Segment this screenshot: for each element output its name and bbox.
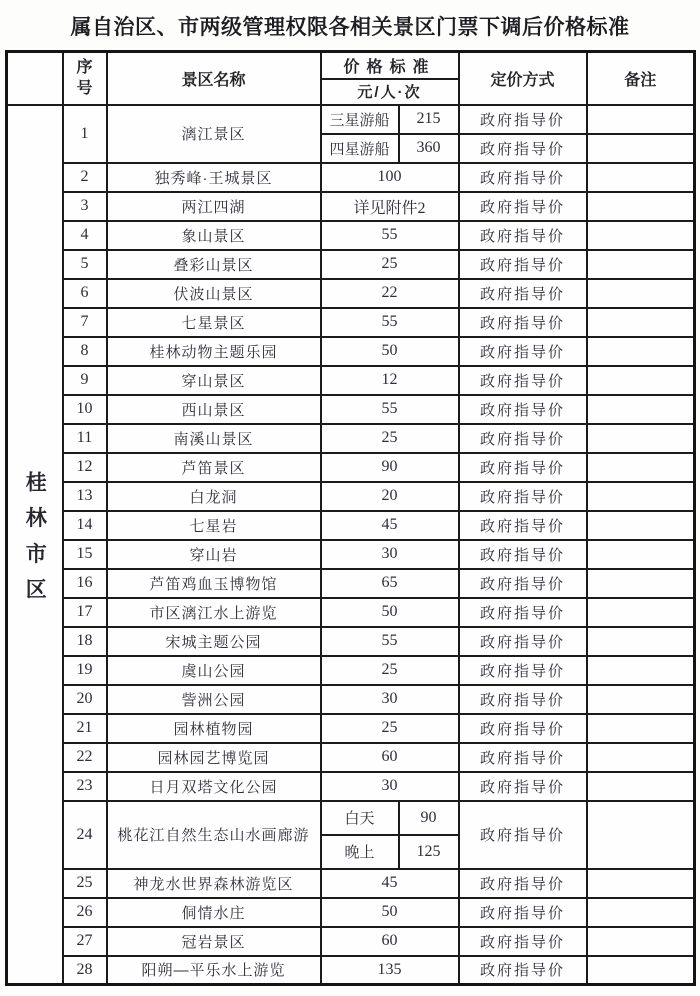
- remark-cell: [587, 956, 695, 985]
- serial-cell: 27: [63, 927, 107, 956]
- table-row: [7, 511, 695, 540]
- region-vertical-label: 桂林市区: [23, 470, 47, 614]
- price-tier-label-cell: 白天: [321, 801, 399, 835]
- pricing-method-cell: 政府指导价: [459, 598, 587, 627]
- serial-cell: 1: [63, 105, 107, 163]
- table-row: [7, 743, 695, 772]
- remark-cell: [587, 927, 695, 956]
- remark-cell: [587, 801, 695, 869]
- table-row: [7, 366, 695, 395]
- table-row: [7, 105, 695, 134]
- price-cell: 详见附件2: [321, 192, 459, 221]
- scenic-name-cell: 訾洲公园: [107, 685, 321, 714]
- region-cell: [7, 105, 63, 985]
- table-row: [7, 714, 695, 743]
- serial-cell: 22: [63, 743, 107, 772]
- scenic-name-cell: 西山景区: [107, 395, 321, 424]
- remark-cell: [587, 453, 695, 482]
- price-cell: 45: [321, 511, 459, 540]
- remark-cell: [587, 424, 695, 453]
- table-row: [7, 569, 695, 598]
- remark-cell: [587, 511, 695, 540]
- remark-cell: [587, 105, 695, 134]
- price-cell: 30: [321, 685, 459, 714]
- scenic-name-cell: 市区漓江水上游览: [107, 598, 321, 627]
- price-cell: 55: [321, 308, 459, 337]
- scenic-name-cell: 芦笛鸡血玉博物馆: [107, 569, 321, 598]
- serial-cell: 12: [63, 453, 107, 482]
- table-row: [7, 772, 695, 801]
- price-value-cell: 90: [399, 801, 459, 835]
- table-row: [7, 540, 695, 569]
- table-row: [7, 956, 695, 985]
- serial-cell: 18: [63, 627, 107, 656]
- page-title: 属自治区、市两级管理权限各相关景区门票下调后价格标准: [70, 16, 630, 39]
- scenic-name-cell: 七星景区: [107, 308, 321, 337]
- serial-cell: 7: [63, 308, 107, 337]
- price-tier-label-cell: 晚上: [321, 835, 399, 869]
- scenic-name-cell: 虞山公园: [107, 656, 321, 685]
- remark-cell: [587, 869, 695, 898]
- price-cell: 55: [321, 221, 459, 250]
- price-cell: 100: [321, 163, 459, 192]
- table-row: [7, 279, 695, 308]
- pricing-method-cell: 政府指导价: [459, 366, 587, 395]
- remark-cell: [587, 192, 695, 221]
- pricing-method-cell: 政府指导价: [459, 221, 587, 250]
- pricing-method-cell: 政府指导价: [459, 424, 587, 453]
- header-serial-label: 序号: [76, 58, 93, 98]
- remark-cell: [587, 482, 695, 511]
- price-value-cell: 360: [399, 134, 459, 163]
- price-cell: 60: [321, 927, 459, 956]
- table-row: [7, 308, 695, 337]
- serial-cell: 11: [63, 424, 107, 453]
- price-cell: 65: [321, 569, 459, 598]
- table-row: [7, 424, 695, 453]
- pricing-method-cell: 政府指导价: [459, 250, 587, 279]
- table-row: [7, 685, 695, 714]
- serial-cell: 25: [63, 869, 107, 898]
- price-cell: 22: [321, 279, 459, 308]
- remark-cell: [587, 685, 695, 714]
- serial-cell: 28: [63, 956, 107, 985]
- price-cell: 55: [321, 627, 459, 656]
- table-row: [7, 250, 695, 279]
- price-cell: 45: [321, 869, 459, 898]
- scenic-name-cell: 日月双塔文化公园: [107, 772, 321, 801]
- header-serial: [63, 52, 107, 105]
- scenic-name-cell: 七星岩: [107, 511, 321, 540]
- serial-cell: 14: [63, 511, 107, 540]
- serial-cell: 9: [63, 366, 107, 395]
- header-scenic-name: 景区名称: [107, 52, 321, 105]
- scenic-name-cell: 芦笛景区: [107, 453, 321, 482]
- price-cell: 30: [321, 540, 459, 569]
- table-header: [7, 52, 695, 105]
- price-cell: 20: [321, 482, 459, 511]
- pricing-method-cell: 政府指导价: [459, 627, 587, 656]
- table-row: [7, 869, 695, 898]
- serial-cell: 20: [63, 685, 107, 714]
- table-row: [7, 192, 695, 221]
- price-cell: 135: [321, 956, 459, 985]
- price-value-cell: 125: [399, 835, 459, 869]
- price-cell: 50: [321, 337, 459, 366]
- remark-cell: [587, 134, 695, 163]
- price-cell: 25: [321, 714, 459, 743]
- serial-cell: 2: [63, 163, 107, 192]
- pricing-method-cell: 政府指导价: [459, 453, 587, 482]
- header-price-unit: 元/人·次: [321, 79, 459, 105]
- scenic-name-cell: 穿山景区: [107, 366, 321, 395]
- table-row: [7, 656, 695, 685]
- remark-cell: [587, 221, 695, 250]
- table-row: [7, 801, 695, 835]
- serial-cell: 21: [63, 714, 107, 743]
- serial-cell: 3: [63, 192, 107, 221]
- header-remark: 备注: [587, 52, 695, 105]
- price-cell: 25: [321, 656, 459, 685]
- serial-cell: 6: [63, 279, 107, 308]
- pricing-method-cell: 政府指导价: [459, 134, 587, 163]
- price-table-body: [7, 105, 695, 985]
- scenic-name-cell: 象山景区: [107, 221, 321, 250]
- table-row: [7, 627, 695, 656]
- remark-cell: [587, 898, 695, 927]
- serial-cell: 4: [63, 221, 107, 250]
- scenic-name-cell: 阳朔—平乐水上游览: [107, 956, 321, 985]
- pricing-method-cell: 政府指导价: [459, 395, 587, 424]
- remark-cell: [587, 250, 695, 279]
- table-row: [7, 482, 695, 511]
- pricing-method-cell: 政府指导价: [459, 163, 587, 192]
- scenic-name-cell: 穿山岩: [107, 540, 321, 569]
- pricing-method-cell: 政府指导价: [459, 927, 587, 956]
- pricing-method-cell: 政府指导价: [459, 772, 587, 801]
- serial-cell: 16: [63, 569, 107, 598]
- pricing-method-cell: 政府指导价: [459, 869, 587, 898]
- price-cell: 25: [321, 424, 459, 453]
- price-cell: 30: [321, 772, 459, 801]
- price-cell: 90: [321, 453, 459, 482]
- serial-cell: 8: [63, 337, 107, 366]
- pricing-method-cell: 政府指导价: [459, 540, 587, 569]
- remark-cell: [587, 395, 695, 424]
- scenic-name-cell: 南溪山景区: [107, 424, 321, 453]
- scenic-name-cell: 桃花江自然生态山水画廊游: [107, 801, 321, 869]
- table-row: [7, 927, 695, 956]
- pricing-method-cell: 政府指导价: [459, 714, 587, 743]
- remark-cell: [587, 772, 695, 801]
- scenic-name-cell: 漓江景区: [107, 105, 321, 163]
- scenic-name-cell: 伏波山景区: [107, 279, 321, 308]
- scenic-name-cell: 两江四湖: [107, 192, 321, 221]
- table-row: [7, 337, 695, 366]
- scenic-name-cell: 园林植物园: [107, 714, 321, 743]
- scenic-name-cell: 宋城主题公园: [107, 627, 321, 656]
- remark-cell: [587, 540, 695, 569]
- remark-cell: [587, 569, 695, 598]
- remark-cell: [587, 366, 695, 395]
- header-row-1: [7, 52, 695, 79]
- header-pricing-method: 定价方式: [459, 52, 587, 105]
- table-row: [7, 898, 695, 927]
- pricing-method-cell: 政府指导价: [459, 279, 587, 308]
- table-row: [7, 395, 695, 424]
- scenic-name-cell: 神龙水世界森林游览区: [107, 869, 321, 898]
- price-cell: 50: [321, 898, 459, 927]
- table-row: [7, 598, 695, 627]
- pricing-method-cell: 政府指导价: [459, 105, 587, 134]
- remark-cell: [587, 714, 695, 743]
- scenic-name-cell: 冠岩景区: [107, 927, 321, 956]
- pricing-method-cell: 政府指导价: [459, 743, 587, 772]
- price-table: [5, 50, 696, 986]
- scenic-name-cell: 叠彩山景区: [107, 250, 321, 279]
- header-region-blank: [7, 52, 63, 105]
- pricing-method-cell: 政府指导价: [459, 569, 587, 598]
- serial-cell: 15: [63, 540, 107, 569]
- header-price-standard: 价格标准: [321, 52, 459, 79]
- pricing-method-cell: 政府指导价: [459, 801, 587, 869]
- remark-cell: [587, 598, 695, 627]
- pricing-method-cell: 政府指导价: [459, 308, 587, 337]
- pricing-method-cell: 政府指导价: [459, 337, 587, 366]
- price-cell: 55: [321, 395, 459, 424]
- serial-cell: 5: [63, 250, 107, 279]
- table-row: [7, 221, 695, 250]
- serial-cell: 23: [63, 772, 107, 801]
- price-cell: 12: [321, 366, 459, 395]
- price-tier-label-cell: 四星游船: [321, 134, 399, 163]
- scenic-name-cell: 侗情水庄: [107, 898, 321, 927]
- table-row: [7, 453, 695, 482]
- pricing-method-cell: 政府指导价: [459, 656, 587, 685]
- scenic-name-cell: 独秀峰·王城景区: [107, 163, 321, 192]
- price-tier-label-cell: 三星游船: [321, 105, 399, 134]
- scenic-name-cell: 桂林动物主题乐园: [107, 337, 321, 366]
- remark-cell: [587, 743, 695, 772]
- remark-cell: [587, 308, 695, 337]
- scenic-name-cell: 白龙洞: [107, 482, 321, 511]
- pricing-method-cell: 政府指导价: [459, 511, 587, 540]
- serial-cell: 24: [63, 801, 107, 869]
- table-row: [7, 163, 695, 192]
- pricing-method-cell: 政府指导价: [459, 956, 587, 985]
- price-cell: 60: [321, 743, 459, 772]
- remark-cell: [587, 656, 695, 685]
- serial-cell: 13: [63, 482, 107, 511]
- serial-cell: 26: [63, 898, 107, 927]
- serial-cell: 19: [63, 656, 107, 685]
- serial-cell: 10: [63, 395, 107, 424]
- remark-cell: [587, 627, 695, 656]
- remark-cell: [587, 163, 695, 192]
- pricing-method-cell: 政府指导价: [459, 482, 587, 511]
- pricing-method-cell: 政府指导价: [459, 898, 587, 927]
- price-cell: 50: [321, 598, 459, 627]
- pricing-method-cell: 政府指导价: [459, 192, 587, 221]
- price-cell: 25: [321, 250, 459, 279]
- price-value-cell: 215: [399, 105, 459, 134]
- remark-cell: [587, 279, 695, 308]
- serial-cell: 17: [63, 598, 107, 627]
- remark-cell: [587, 337, 695, 366]
- scenic-name-cell: 园林园艺博览园: [107, 743, 321, 772]
- pricing-method-cell: 政府指导价: [459, 685, 587, 714]
